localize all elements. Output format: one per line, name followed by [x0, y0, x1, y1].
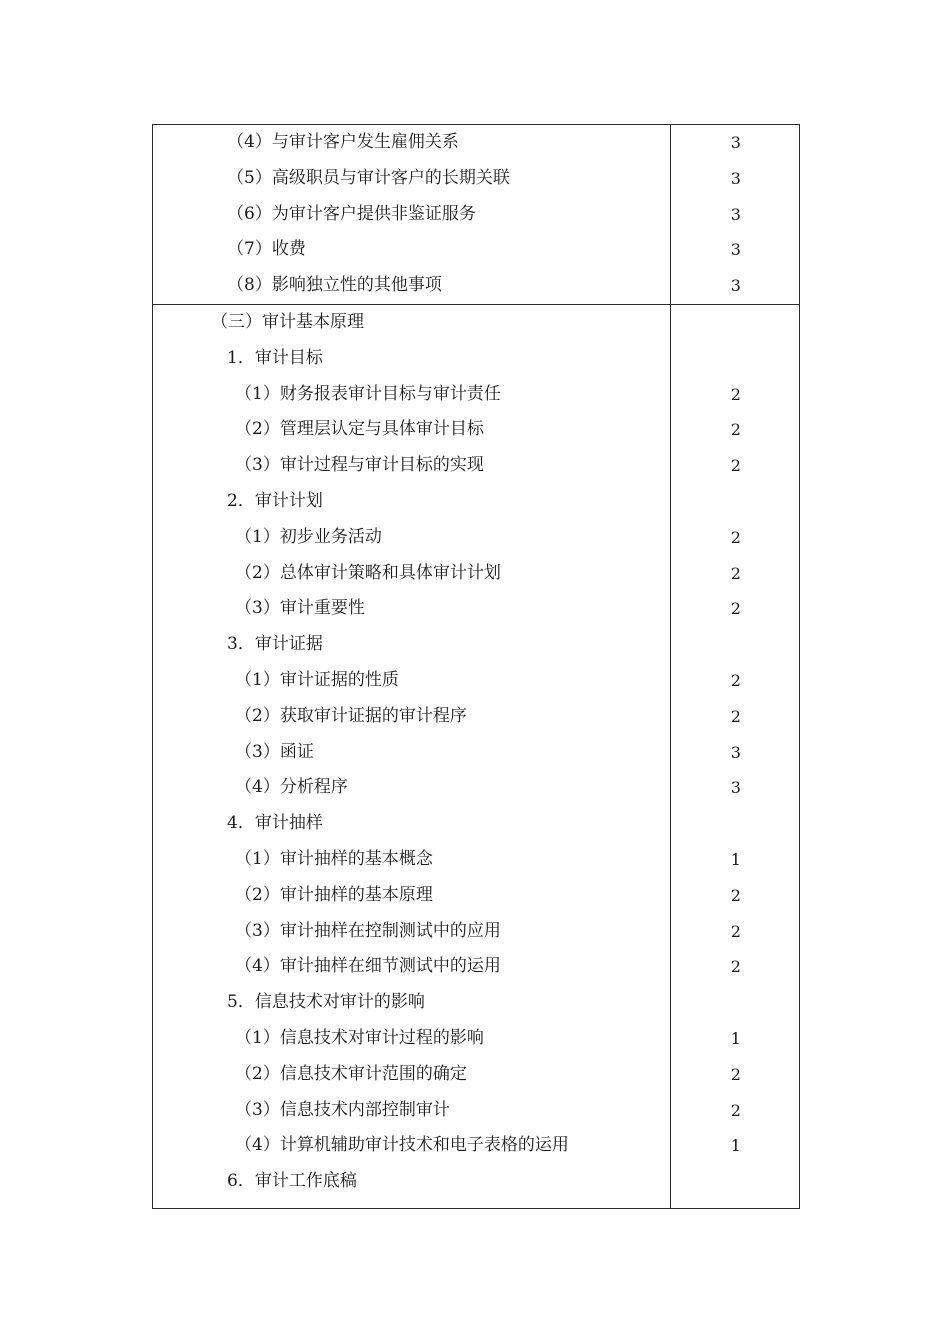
level-cell-block-2 — [670, 304, 799, 1208]
topic-text: （7）收费 — [227, 239, 306, 260]
level-value: 2 — [730, 599, 741, 619]
level-cell-block-1 — [670, 125, 799, 305]
level-value: 2 — [730, 527, 741, 547]
topic-text: （3）信息技术内部控制审计 — [235, 1099, 450, 1120]
topic-text: （1）信息技术对审计过程的影响 — [235, 1027, 484, 1048]
topic-list — [153, 305, 670, 1200]
topic-text: 6．审计工作底稿 — [227, 1171, 357, 1192]
level-value: 2 — [730, 563, 741, 583]
topic-text: （8）影响独立性的其他事项 — [227, 275, 442, 296]
level-value: 1 — [730, 1028, 741, 1048]
level-value: 3 — [730, 168, 741, 188]
topic-text: （3）审计抽样在控制测试中的应用 — [235, 920, 501, 941]
topic-text: 5．信息技术对审计的影响 — [227, 992, 425, 1013]
topic-text: （4）与审计客户发生雇佣关系 — [227, 132, 459, 152]
topic-text: （2）审计抽样的基本原理 — [235, 884, 433, 905]
level-value: 3 — [730, 742, 741, 762]
level-value: 2 — [730, 1064, 741, 1084]
topic-text: （1）审计抽样的基本概念 — [235, 848, 433, 869]
topic-text: （6）为审计客户提供非鉴证服务 — [227, 203, 476, 224]
topic-text: （2）信息技术审计范围的确定 — [235, 1063, 467, 1084]
table-row-block-1 — [153, 125, 800, 305]
table-row-block-2 — [153, 304, 800, 1208]
level-list — [671, 125, 799, 304]
level-value — [671, 484, 799, 520]
syllabus-table — [152, 124, 800, 1209]
topic-text: 1．审计目标 — [227, 347, 323, 368]
topic-text: （1）财务报表审计目标与审计责任 — [235, 383, 501, 404]
topic-text: （三）审计基本原理 — [211, 311, 364, 332]
topic-text: （3）函证 — [235, 741, 314, 762]
level-value — [671, 627, 799, 663]
cell-bottom-padding — [153, 1200, 670, 1208]
level-value: 2 — [730, 706, 741, 726]
level-list — [671, 305, 799, 1200]
level-value — [671, 341, 799, 377]
topic-text: 4．审计抽样 — [227, 813, 323, 834]
topic-text: （3）审计过程与审计目标的实现 — [235, 455, 484, 476]
level-value: 1 — [730, 1136, 741, 1156]
level-value: 2 — [730, 670, 741, 690]
level-value: 2 — [730, 420, 741, 440]
topic-text: （5）高级职员与审计客户的长期关联 — [227, 167, 510, 188]
level-value: 2 — [730, 384, 741, 404]
topic-text: 3．审计证据 — [227, 634, 323, 655]
topic-text: （4）计算机辅助审计技术和电子表格的运用 — [235, 1135, 569, 1156]
topic-text: （2）获取审计证据的审计程序 — [235, 705, 467, 726]
level-value: 2 — [730, 885, 741, 905]
topic-text: （3）审计重要性 — [235, 598, 365, 619]
topic-text: （1）审计证据的性质 — [235, 669, 399, 690]
level-value — [671, 985, 799, 1021]
level-value: 2 — [730, 1100, 741, 1120]
level-value: 1 — [730, 849, 741, 869]
level-value: 3 — [730, 133, 741, 152]
level-value — [671, 806, 799, 842]
level-value: 2 — [730, 456, 741, 476]
topic-text: （2）总体审计策略和具体审计计划 — [235, 562, 501, 583]
level-value: 2 — [730, 957, 741, 977]
topic-text: （2）管理层认定与具体审计目标 — [235, 419, 484, 440]
topic-text: （4）审计抽样在细节测试中的运用 — [235, 956, 501, 977]
level-value: 2 — [730, 921, 741, 941]
topic-text: （1）初步业务活动 — [235, 526, 382, 547]
level-value: 3 — [730, 778, 741, 798]
topic-list — [153, 125, 670, 304]
level-value — [671, 305, 799, 341]
level-value — [671, 1164, 799, 1200]
level-value: 3 — [730, 240, 741, 260]
cell-bottom-padding — [671, 1200, 799, 1208]
topic-cell-block-2 — [153, 304, 671, 1208]
level-value: 3 — [730, 276, 741, 296]
topic-text: （4）分析程序 — [235, 777, 348, 798]
topic-text: 2．审计计划 — [227, 490, 323, 511]
topic-cell-block-1 — [153, 125, 671, 305]
level-value: 3 — [730, 204, 741, 224]
